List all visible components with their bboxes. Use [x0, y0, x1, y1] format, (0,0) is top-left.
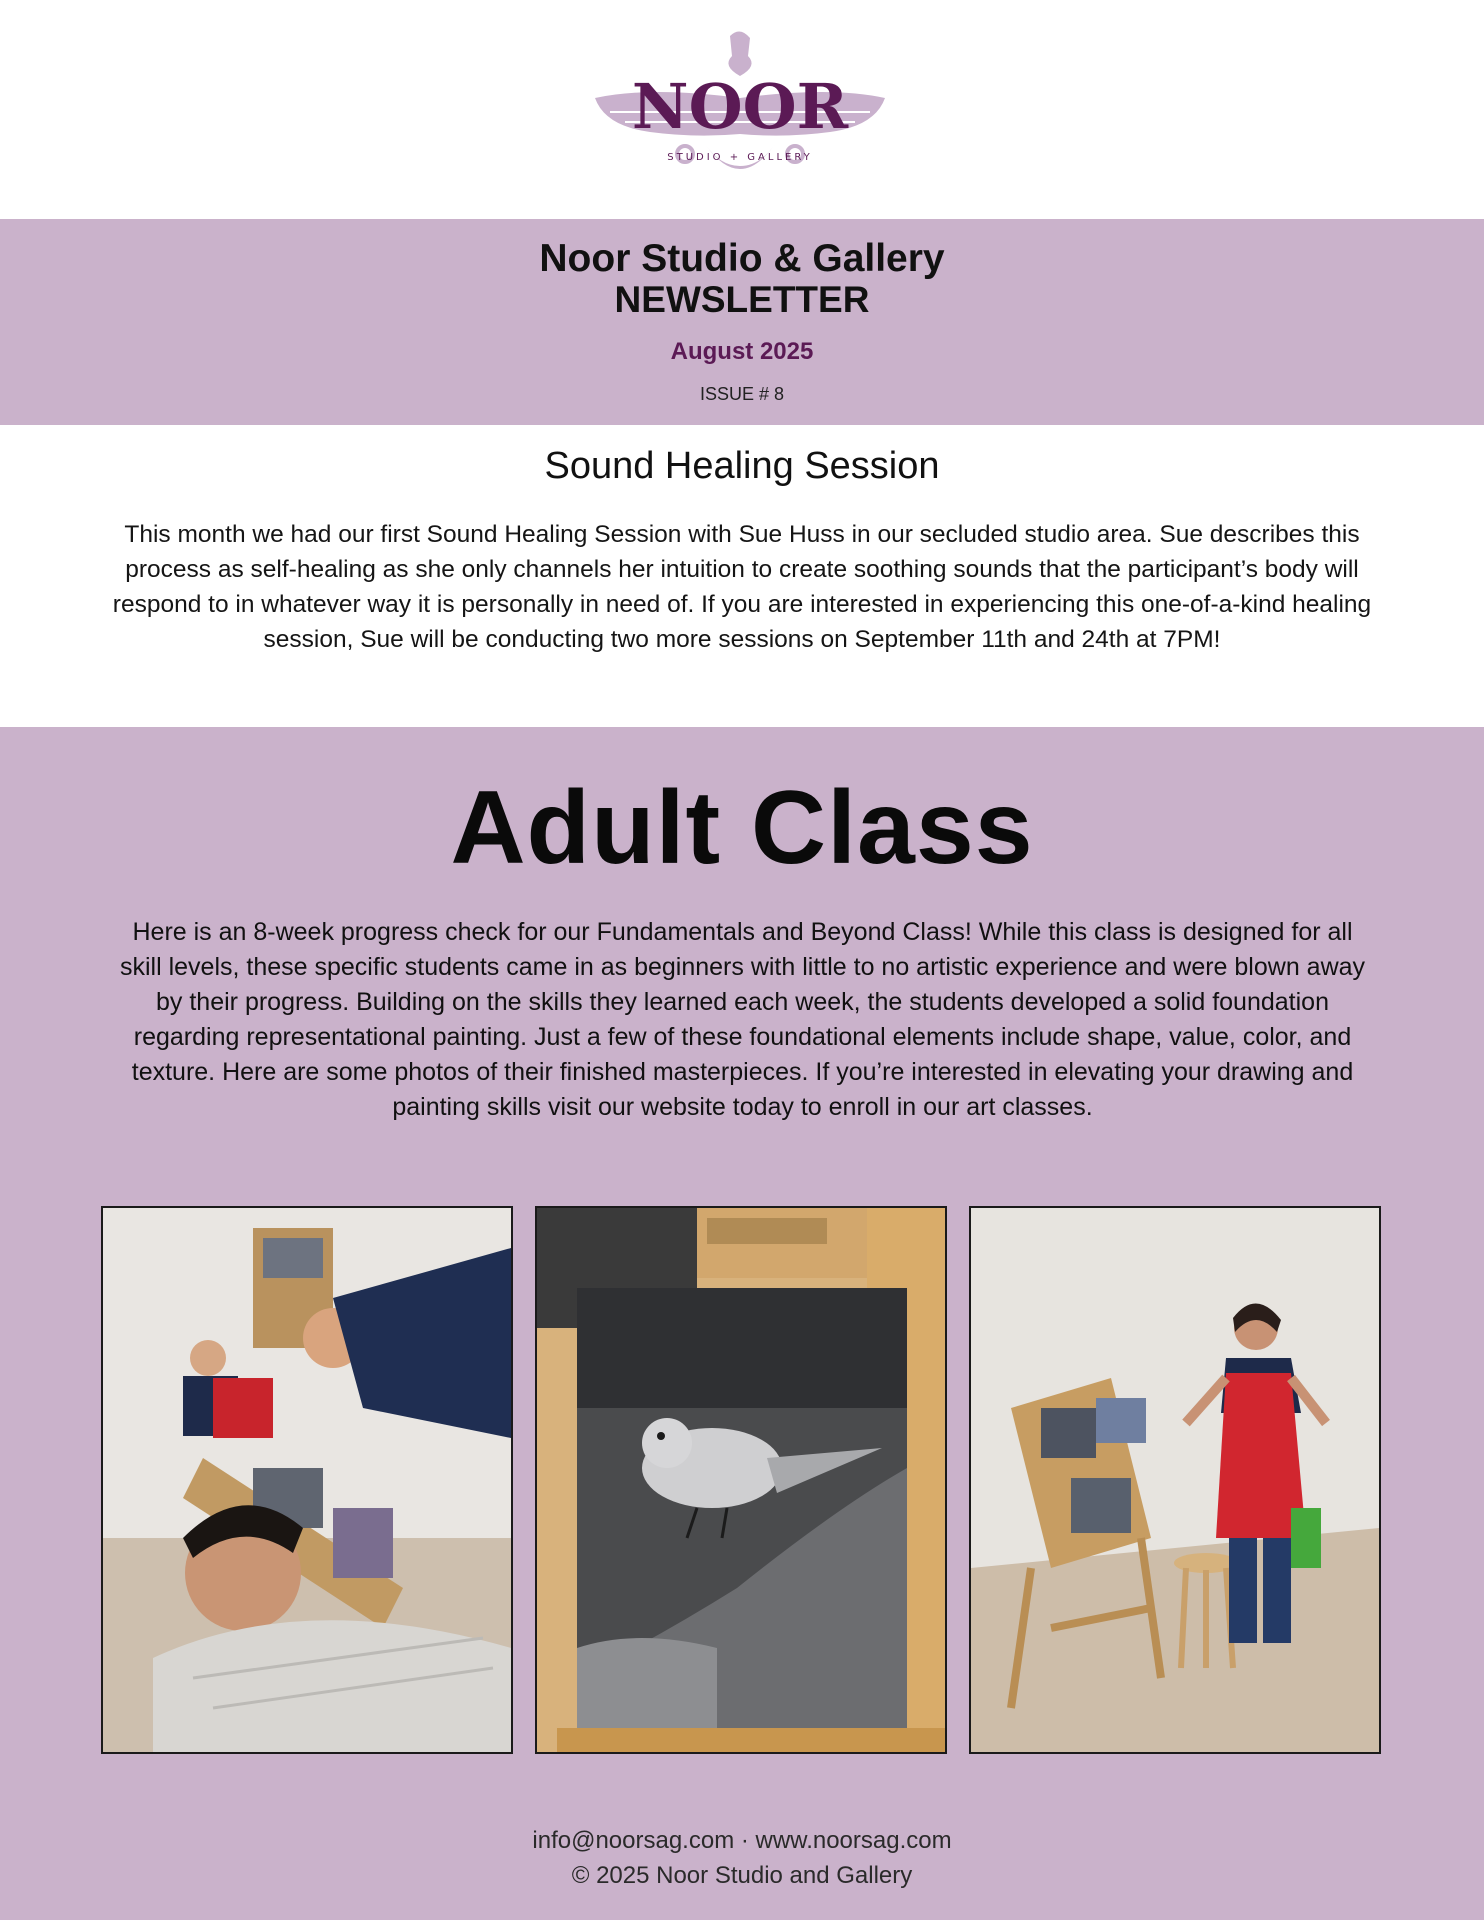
- sound-healing-section: [0, 425, 1484, 727]
- newsletter-header: [0, 219, 1484, 425]
- logo-tagline: STUDIO + GALLERY: [667, 152, 813, 163]
- issue-number: ISSUE # 8: [699, 384, 785, 404]
- class-photo-selfie: [101, 1206, 513, 1754]
- adult-class-title: Adult Class: [450, 770, 1034, 886]
- sound-healing-body: This month we had our first Sound Healing Session with Sue Huss in our secluded studio area. Sue describes this process as self-healing as she only channels her intuition to create soothing sounds that the participant’s body will respond to in whatever way it is personally in need of. If you are interested in experiencing this one-of-a-kind healing session, Sue will be conducting two more sessions on September 11th and 24th at 7PM!: [112, 521, 1372, 653]
- sound-healing-title: Sound Healing Session: [544, 445, 940, 487]
- logo-area: [0, 0, 1484, 219]
- class-photo-student-easel: [969, 1206, 1381, 1754]
- footer-contact: info@noorsag.com · www.noorsag.com: [532, 1827, 952, 1854]
- logo-wordmark: NOOR: [631, 70, 849, 143]
- issue-month: August 2025: [670, 338, 814, 365]
- noor-logo: [590, 26, 890, 196]
- studio-name: Noor Studio & Gallery: [539, 237, 945, 280]
- adult-class-section: [0, 727, 1484, 1920]
- newsletter-title: NEWSLETTER: [614, 279, 870, 320]
- class-photo-bird-painting: [535, 1206, 947, 1754]
- footer-copyright: © 2025 Noor Studio and Gallery: [571, 1862, 913, 1889]
- adult-class-body: Here is an 8-week progress check for our Fundamentals and Beyond Class! While this class is designed for all skill levels, these specific students came in as beginners with little to no artistic experience and were blown away by their progress. Building on the skills they learned each week, the students developed a solid foundation regarding representational painting. Just a few of these foundational elements include shape, value, color, and texture. Here are some photos of their finished masterpieces. If you’re interested in elevating your drawing and painting skills visit our website today to enroll in our art classes.: [119, 918, 1366, 1121]
